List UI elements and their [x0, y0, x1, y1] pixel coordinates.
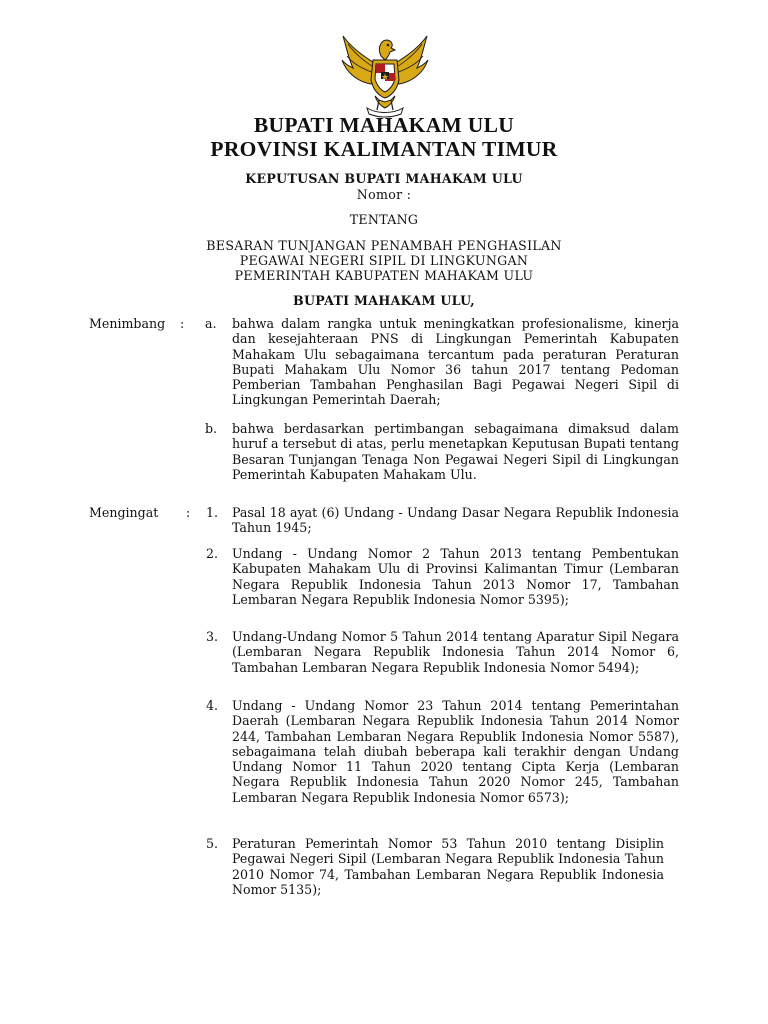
menimbang-item-marker: a. — [205, 316, 217, 331]
decree-number-label: Nomor : — [356, 187, 412, 202]
decree-title: KEPUTUSAN BUPATI MAHAKAM ULU — [245, 171, 523, 186]
mengingat-item-marker: 2. — [206, 546, 219, 561]
menimbang-colon: : — [180, 316, 185, 331]
menimbang-label: Menimbang — [89, 316, 166, 331]
mengingat-item-text: Peraturan Pemerintah Nomor 53 Tahun 2010 tentang Disiplin Pegawai Negeri Sipil (Lembaran Negara Republik Indonesia Tahun 2010 Nomor 74, Tambahan Lembaran Negara Republik Indonesia Nomor 5135); — [232, 836, 664, 897]
mengingat-label: Mengingat — [89, 505, 159, 520]
mengingat-item-marker: 5. — [206, 836, 219, 851]
page-title-line1: BUPATI MAHAKAM ULU — [253, 113, 515, 137]
mengingat-colon: : — [186, 505, 191, 520]
page-title-line2: PROVINSI KALIMANTAN TIMUR — [210, 137, 558, 161]
garuda-pancasila-emblem-icon — [339, 30, 431, 120]
mengingat-item-marker: 3. — [206, 629, 219, 644]
mengingat-item-marker: 4. — [206, 698, 219, 713]
subject-line3: PEMERINTAH KABUPATEN MAHAKAM ULU — [234, 268, 534, 283]
mengingat-item-text: Undang - Undang Nomor 2 Tahun 2013 tentang Pembentukan Kabupaten Mahakam Ulu di Provinsi Kalimantan Timur (Lembaran Negara Republik Indonesia Tahun 2013 Nomor 17, Tambahan Lembaran Negara Republik Indonesia Nomor 5395); — [232, 546, 679, 607]
menimbang-item-marker: b. — [205, 421, 218, 436]
authority-heading: BUPATI MAHAKAM ULU, — [293, 293, 475, 308]
menimbang-item-text: bahwa berdasarkan pertimbangan sebagaimana dimaksud dalam huruf a tersebut di atas, perlu menetapkan Keputusan Bupati tentang Besaran Tunjangan Tenaga Non Pegawai Negeri Sipil di Lingkungan Pemerintah Kabupaten Mahakam Ulu. — [232, 421, 679, 482]
subject-line2: PEGAWAI NEGERI SIPIL DI LINGKUNGAN — [239, 253, 529, 268]
mengingat-item-marker: 1. — [206, 505, 219, 520]
mengingat-item-text: Undang - Undang Nomor 23 Tahun 2014 tentang Pemerintahan Daerah (Lembaran Negara Republik Indonesia Tahun 2014 Nomor 244, Tambahan Lembaran Negara Republik Indonesia Nomor 5587), sebagaimana telah diubah beberapa kali terakhir dengan Undang Undang Nomor 11 Tahun 2020 tentang Cipta Kerja (Lembaran Negara Republik Indonesia Tahun 2020 Nomor 245, Tambahan Lembaran Negara Republik Indonesia Nomor 6573); — [232, 698, 679, 805]
about-label: TENTANG — [349, 212, 419, 227]
mengingat-item-text: Pasal 18 ayat (6) Undang - Undang Dasar Negara Republik Indonesia Tahun 1945; — [232, 505, 679, 536]
subject-line1: BESARAN TUNJANGAN PENAMBAH PENGHASILAN — [206, 238, 562, 253]
mengingat-item-text: Undang-Undang Nomor 5 Tahun 2014 tentang Aparatur Sipil Negara (Lembaran Negara Republik Indonesia Tahun 2014 Nomor 6, Tambahan Lembaran Negara Republik Indonesia Nomor 5494); — [232, 629, 679, 675]
menimbang-item-text: bahwa dalam rangka untuk meningkatkan profesionalisme, kinerja dan kesejahteraan PNS di Lingkungan Pemerintah Kabupaten Mahakam Ulu sebagaimana tercantum pada peraturan Peraturan Bupati Mahakam Ulu Nomor 36 tahun 2017 tentang Pedoman Pemberian Tambahan Penghasilan Bagi Pegawai Negeri Sipil di Lingkungan Pemerintah Daerah; — [232, 316, 679, 408]
